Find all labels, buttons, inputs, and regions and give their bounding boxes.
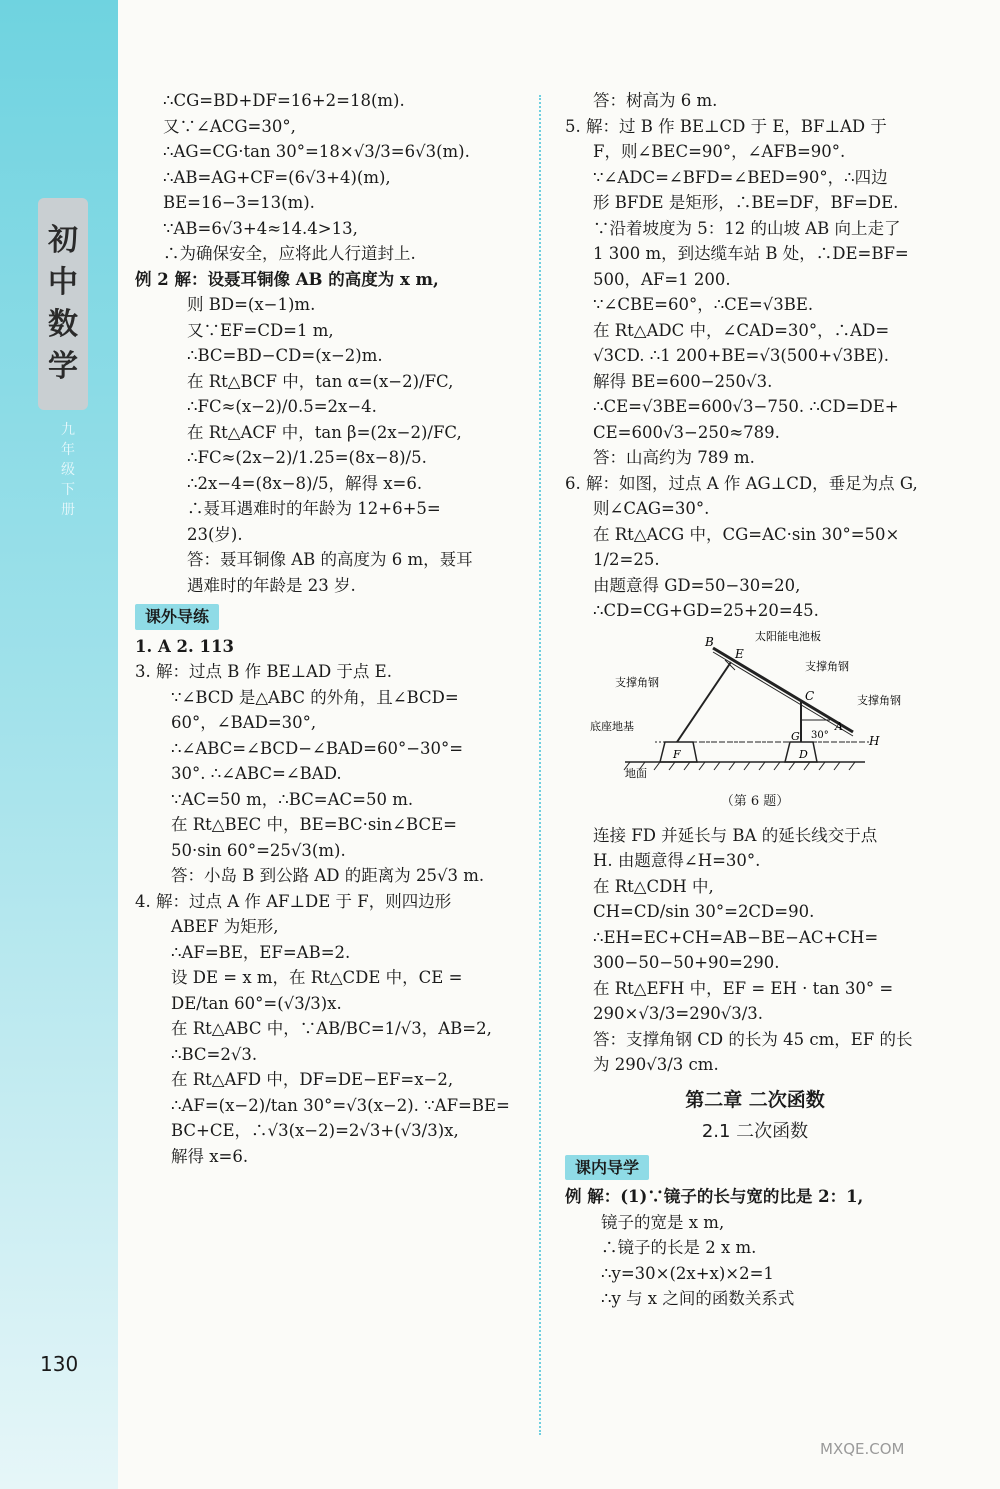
- text-line: 镜子的宽是 x m,: [601, 1212, 725, 1232]
- text-line: ∴∠ABC=∠BCD−∠BAD=60°−30°=: [171, 738, 464, 758]
- subject-char: 数: [48, 307, 78, 342]
- text-line: 则 BD=(x−1)m.: [187, 295, 316, 314]
- text-line: 在 Rt△BEC 中，BE=BC·sin∠BCE=: [171, 815, 457, 834]
- label-H: H: [869, 733, 880, 748]
- text-line: 1 300 m，到达缆车站 B 处，∴DE=BF=: [593, 244, 909, 263]
- text-line: 在 Rt△AFD 中，DF=DE−EF=x−2,: [171, 1070, 454, 1089]
- right-column: [565, 88, 945, 1312]
- label-angle: 30°: [811, 729, 829, 741]
- subject-char: 初: [48, 223, 78, 258]
- section-badge: 课外导练: [135, 604, 219, 630]
- subject-char: 中: [48, 265, 78, 300]
- text-line: 在 Rt△ADC 中，∠CAD=30°，∴AD=: [593, 320, 890, 340]
- text-line: 300−50−50+90=290.: [593, 953, 780, 972]
- watermark: MXQE.COM: [820, 1440, 905, 1458]
- text-line: ∴y=30×(2x+x)×2=1: [601, 1263, 774, 1283]
- text-line: 例 解：(1)∵镜子的长与宽的比是 2：1,: [565, 1187, 864, 1206]
- text-line: 在 Rt△ACF 中，tan β=(2x−2)/FC,: [187, 422, 462, 442]
- text-line: 遇难时的年龄是 23 岁.: [187, 575, 356, 595]
- page-number: 130: [40, 1352, 79, 1376]
- label-steel: 支撑角钢: [615, 675, 659, 689]
- text-line: 1. A 2. 113: [135, 636, 234, 656]
- text-line: ∴CE=√3BE=600√3−750. ∴CD=DE+: [593, 397, 899, 416]
- text-line: BC+CE，∴√3(x−2)=2√3+(√3/3)x,: [171, 1121, 459, 1140]
- text-line: 在 Rt△BCF 中，tan α=(x−2)/FC,: [187, 371, 454, 391]
- text-line: H. 由题意得∠H=30°.: [593, 851, 761, 870]
- text-line: 30°. ∴∠ABC=∠BAD.: [171, 764, 342, 783]
- label-B: B: [705, 634, 714, 649]
- text-line: BE=16−3=13(m).: [163, 193, 315, 212]
- text-line: F，则∠BEC=90°，∠AFB=90°.: [593, 142, 846, 161]
- text-line: 由题意得 GD=50−30=20,: [593, 575, 801, 595]
- label-A: A: [835, 719, 843, 733]
- text-line: 290×√3/3=290√3/3.: [593, 1004, 764, 1023]
- text-line: ∴镜子的长是 2 x m.: [601, 1238, 757, 1257]
- text-line: CE=600√3−250≈789.: [593, 422, 780, 442]
- text-line: ∴2x−4=(8x−8)/5，解得 x=6.: [187, 473, 423, 493]
- text-line: 在 Rt△ACG 中，CG=AC·sin 30°=50×: [593, 524, 900, 544]
- text-line: ∴FC≈(2x−2)/1.25=(8x−8)/5.: [187, 448, 427, 467]
- sidebar-band: [0, 0, 118, 1489]
- text-line: 又∵EF=CD=1 m,: [187, 320, 334, 340]
- text-line: ∴AF=(x−2)/tan 30°=√3(x−2). ∵AF=BE=: [171, 1095, 510, 1115]
- text-line: 设 DE = x m，在 Rt△CDE 中，CE =: [171, 968, 463, 987]
- text-line: ∴EH=EC+CH=AB−BE−AC+CH=: [593, 927, 879, 947]
- label-E: E: [735, 646, 744, 661]
- column-divider: [539, 95, 541, 1435]
- text-line: 答：聂耳铜像 AB 的高度为 6 m，聂耳: [187, 550, 473, 569]
- text-line: ∴AB=AG+CF=(6√3+4)(m),: [163, 167, 391, 187]
- text-line: 为 290√3/3 cm.: [593, 1055, 719, 1074]
- text-line: 又∵∠ACG=30°,: [163, 116, 296, 136]
- text-line: 50·sin 60°=25√3(m).: [171, 840, 346, 860]
- text-line: 例 2 解：设聂耳铜像 AB 的高度为 x m,: [135, 269, 439, 289]
- text-line: CH=CD/sin 30°=2CD=90.: [593, 902, 815, 921]
- text-line: ∴AF=BE，EF=AB=2.: [171, 942, 351, 962]
- text-line: ∴为确保安全，应将此人行道封上.: [163, 244, 416, 263]
- text-line: 形 BFDE 是矩形，∴BE=DF，BF=DE.: [593, 193, 899, 212]
- label-steel: 支撑角钢: [805, 659, 849, 673]
- text-line: 解得 BE=600−250√3.: [593, 371, 773, 391]
- text-line: ∵∠BCD 是△ABC 的外角，且∠BCD=: [171, 687, 459, 707]
- text-line: 答：树高为 6 m.: [593, 91, 718, 110]
- label-base: 底座地基: [590, 719, 634, 733]
- subject-char: 学: [48, 349, 78, 384]
- text-line: 答：山高约为 789 m.: [593, 448, 755, 467]
- text-line: 在 Rt△ABC 中，∵AB/BC=1/√3，AB=2,: [171, 1019, 492, 1038]
- text-line: ∴CG=BD+DF=16+2=18(m).: [163, 91, 405, 110]
- label-F: F: [673, 747, 681, 761]
- label-D: D: [799, 747, 808, 761]
- text-line: ∴聂耳遇难时的年龄为 12+6+5=: [187, 499, 441, 518]
- text-line: 在 Rt△EFH 中，EF = EH · tan 30° =: [593, 978, 894, 998]
- text-line: 在 Rt△CDH 中,: [593, 876, 714, 896]
- label-G: G: [791, 729, 800, 743]
- text-line: DE/tan 60°=(√3/3)x.: [171, 993, 342, 1013]
- chapter-title: 第二章 二次函数: [685, 1088, 825, 1111]
- text-line: ∴AG=CG·tan 30°=18×√3/3=6√3(m).: [163, 142, 470, 161]
- text-line: 3. 解：过点 B 作 BE⊥AD 于点 E.: [135, 662, 392, 681]
- text-line: ABEF 为矩形,: [171, 917, 279, 936]
- section-badge: 课内导学: [565, 1155, 649, 1181]
- text-line: 1/2=25.: [593, 550, 660, 569]
- text-line: ∵∠ADC=∠BFD=∠BED=90°，∴四边: [593, 167, 888, 187]
- label-ground: 地面: [625, 766, 647, 780]
- text-line: 60°，∠BAD=30°,: [171, 713, 317, 732]
- solar-panel-figure: [585, 630, 945, 788]
- text-line: 23(岁).: [187, 524, 243, 544]
- text-line: 500，AF=1 200.: [593, 269, 731, 289]
- text-line: 4. 解：过点 A 作 AF⊥DE 于 F，则四边形: [135, 891, 452, 911]
- text-line: 连接 FD 并延长与 BA 的延长线交于点: [593, 825, 878, 845]
- text-line: ∴CD=CG+GD=25+20=45.: [593, 601, 819, 620]
- text-line: ∵AC=50 m，∴BC=AC=50 m.: [171, 789, 414, 809]
- left-column: [135, 88, 515, 1169]
- label-panel: 太阳能电池板: [755, 629, 821, 643]
- text-line: ∵∠CBE=60°，∴CE=√3BE.: [593, 295, 814, 314]
- text-line: 解得 x=6.: [171, 1146, 249, 1166]
- text-line: 则∠CAG=30°.: [593, 499, 710, 518]
- label-C: C: [805, 688, 815, 703]
- text-line: 答：小岛 B 到公路 AD 的距离为 25√3 m.: [171, 866, 485, 885]
- text-line: ∴FC≈(x−2)/0.5=2x−4.: [187, 397, 377, 416]
- text-line: ∴BC=BD−CD=(x−2)m.: [187, 346, 383, 365]
- label-steel: 支撑角钢: [857, 693, 901, 707]
- grade-label: 九年级 下册: [61, 422, 75, 518]
- text-line: 5. 解：过 B 作 BE⊥CD 于 E，BF⊥AD 于: [565, 116, 887, 136]
- section-title: 2.1 二次函数: [701, 1121, 809, 1142]
- text-line: ∴y 与 x 之间的函数关系式: [601, 1289, 795, 1308]
- text-line: ∵沿着坡度为 5：12 的山坡 AB 向上走了: [593, 218, 901, 238]
- text-line: √3CD. ∴1 200+BE=√3(500+√3BE).: [593, 346, 889, 365]
- figure-caption: （第 6 题）: [720, 794, 790, 809]
- text-line: 6. 解：如图，过点 A 作 AG⊥CD，垂足为点 G,: [565, 473, 918, 493]
- subject-tag: [38, 198, 88, 410]
- figure-svg: [585, 630, 925, 780]
- text-line: ∴BC=2√3.: [171, 1044, 258, 1064]
- text-line: 答：支撑角钢 CD 的长为 45 cm，EF 的长: [593, 1029, 913, 1049]
- text-line: ∵AB=6√3+4≈14.4>13,: [163, 218, 358, 238]
